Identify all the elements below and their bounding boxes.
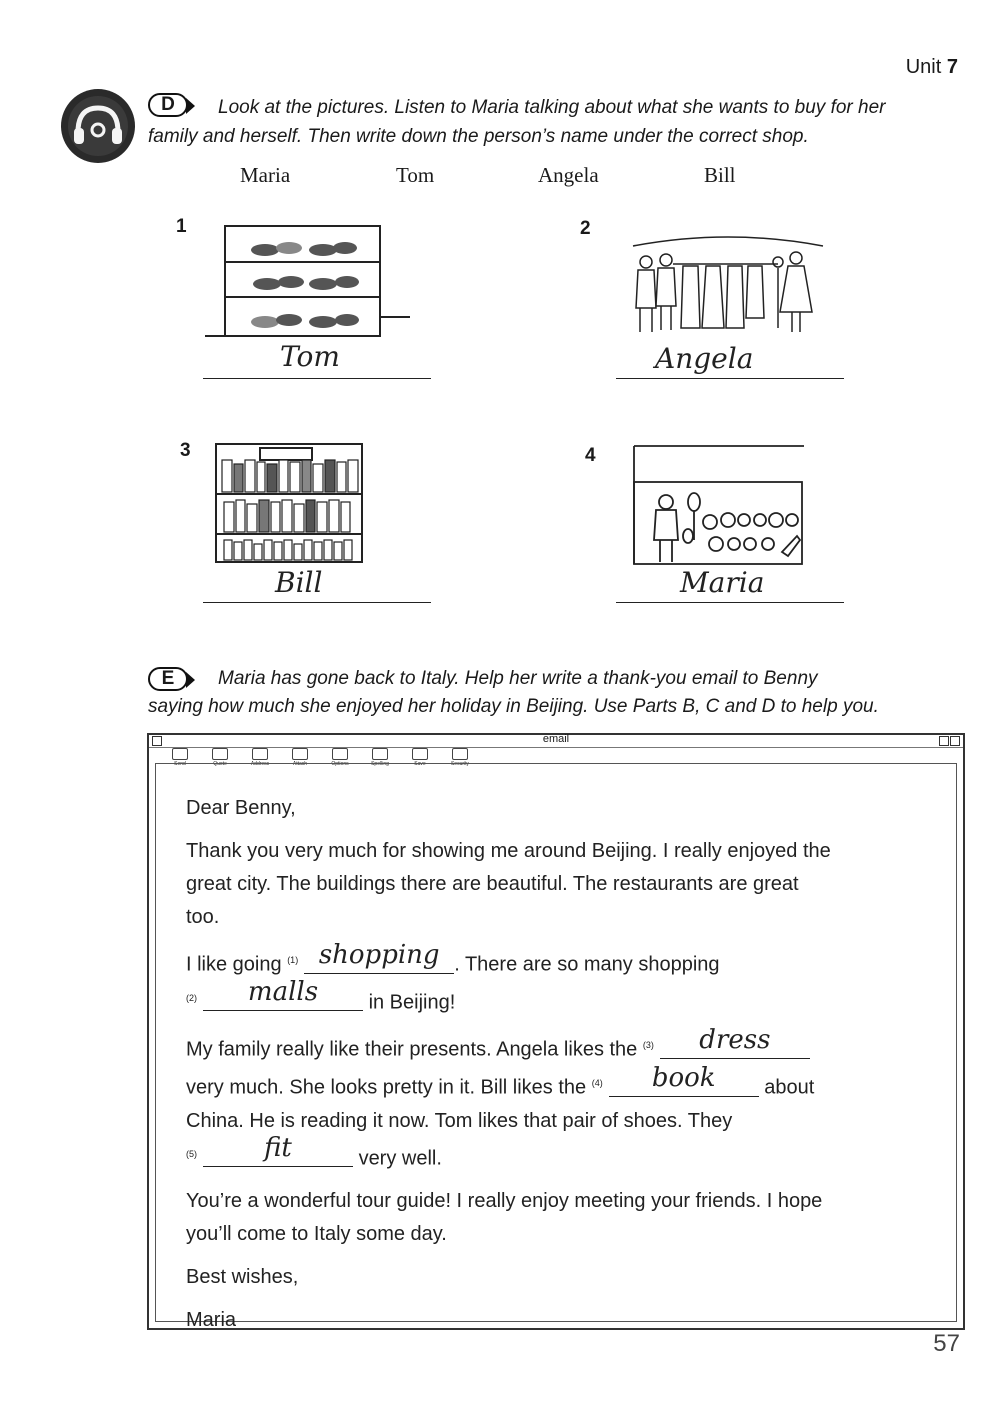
paragraph-3-line1: [186, 1024, 926, 1067]
paragraph-3-line3: China. He is reading it now. Tom likes that pair of shoes. They: [186, 1109, 733, 1132]
section-d-header: [148, 93, 188, 117]
unit-number: 7: [946, 56, 958, 78]
email-title-bar: [149, 735, 963, 748]
save-button[interactable]: Save: [407, 748, 433, 767]
blank-number: (4): [591, 1077, 603, 1088]
quote-button[interactable]: Quote: [207, 748, 233, 767]
paragraph-1-line3: too.: [186, 906, 220, 928]
section-e-tag: E: [148, 667, 188, 691]
item-number: 3: [180, 440, 191, 461]
name-option: Tom: [396, 163, 435, 187]
handwritten-answer: shopping: [318, 939, 440, 970]
handwritten-answer: malls: [247, 977, 319, 1008]
send-icon: [172, 748, 188, 760]
name-option: Bill: [704, 163, 736, 187]
handwritten-answer: Bill: [275, 566, 323, 599]
answer-line[interactable]: [203, 378, 431, 379]
answer-line[interactable]: [203, 602, 431, 603]
name-option: Maria: [240, 163, 291, 187]
letter-text: [186, 792, 926, 1337]
bookshelf-picture: [214, 440, 366, 565]
paragraph-4-line1: You’re a wonderful tour guide! I really enjoy meeting your friends. I hope: [186, 1190, 823, 1213]
attach-button[interactable]: Attach: [287, 748, 313, 767]
sentence-text: My family really like their presents. Angela likes the: [186, 1038, 638, 1061]
headphones-icon: [60, 88, 136, 164]
security-icon: [452, 748, 468, 760]
blank-2[interactable]: [203, 977, 363, 1011]
collapse-box-icon[interactable]: [950, 736, 960, 746]
section-e-header: [148, 667, 188, 691]
blank-number: (5): [186, 1148, 197, 1159]
item-number: 1: [176, 216, 187, 237]
item-number: 2: [580, 218, 591, 239]
handwritten-answer: Maria: [680, 566, 765, 599]
section-d-tag: D: [148, 93, 188, 117]
options-icon: [332, 748, 348, 760]
save-icon: [412, 748, 428, 760]
answer-line[interactable]: [616, 602, 844, 603]
paragraph-2-line1: [186, 939, 926, 982]
clothes-shop-picture: [628, 228, 828, 338]
paragraph-2-line2: [186, 977, 926, 1020]
signature: Maria: [186, 1309, 237, 1332]
blank-number: (2): [186, 992, 197, 1003]
options-button[interactable]: Options: [327, 748, 353, 767]
address-icon: [252, 748, 268, 760]
sentence-text: in Beijing!: [368, 991, 456, 1014]
section-e-instruction-line2: saying how much she enjoyed her holiday in Beijing. Use Parts B, C and D to help you.: [148, 696, 879, 717]
unit-label: [906, 56, 958, 79]
paragraph-4-line2: you’ll come to Italy some day.: [186, 1223, 447, 1246]
email-window-title: email: [542, 733, 570, 745]
item-number: 4: [585, 445, 596, 466]
sentence-text: I like going: [186, 953, 282, 976]
section-d-instruction-line2: family and herself. Then write down the person’s name under the correct shop.: [148, 126, 809, 147]
handwritten-answer: dress: [699, 1024, 771, 1055]
blank-5[interactable]: [203, 1133, 353, 1167]
paragraph-1-line1: Thank you very much for showing me around Beijing. I really enjoyed the: [186, 840, 831, 862]
email-window: [147, 733, 965, 1330]
section-e-instruction-line1: Maria has gone back to Italy. Help her write a thank-you email to Benny: [218, 668, 818, 689]
shoe-shelf-picture: [205, 222, 415, 342]
section-d-instruction-line1: Look at the pictures. Listen to Maria talking about what she wants to buy for her: [218, 97, 886, 118]
sentence-text: very much. She looks pretty in it. Bill likes the: [186, 1076, 587, 1099]
handwritten-answer: Tom: [280, 340, 340, 373]
sentence-text: very well.: [358, 1147, 442, 1170]
quote-icon: [212, 748, 228, 760]
handwritten-answer: fit: [264, 1133, 292, 1164]
spelling-icon: [372, 748, 388, 760]
send-button[interactable]: Send: [167, 748, 193, 767]
greeting: Dear Benny,: [186, 797, 296, 819]
paragraph-3-line2: [186, 1062, 926, 1105]
blank-number: (1): [287, 955, 299, 965]
paragraph-3-line4: [186, 1133, 926, 1176]
attach-icon: [292, 748, 308, 760]
email-body[interactable]: [155, 763, 957, 1332]
answer-line[interactable]: [616, 378, 844, 379]
closing: Best wishes,: [186, 1266, 299, 1289]
blank-3[interactable]: [660, 1024, 810, 1059]
sentence-text: . There are so many shopping: [454, 953, 720, 976]
blank-4[interactable]: [609, 1062, 759, 1097]
handwritten-answer: Angela: [655, 342, 754, 375]
blank-1[interactable]: [304, 939, 454, 974]
blank-number: (3): [642, 1040, 654, 1051]
page-number: 57: [933, 1330, 960, 1357]
security-button[interactable]: Security: [447, 748, 473, 767]
zoom-box-icon[interactable]: [939, 736, 949, 746]
sentence-text: about: [764, 1076, 815, 1099]
sports-shop-picture: [632, 444, 807, 569]
paragraph-1-line2: great city. The buildings there are beautiful. The restaurants are great: [186, 873, 799, 895]
spelling-button[interactable]: Spelling: [367, 748, 393, 767]
handwritten-answer: book: [651, 1062, 716, 1093]
unit-word: Unit: [905, 56, 942, 78]
address-button[interactable]: Address: [247, 748, 273, 767]
name-option: Angela: [538, 163, 599, 187]
